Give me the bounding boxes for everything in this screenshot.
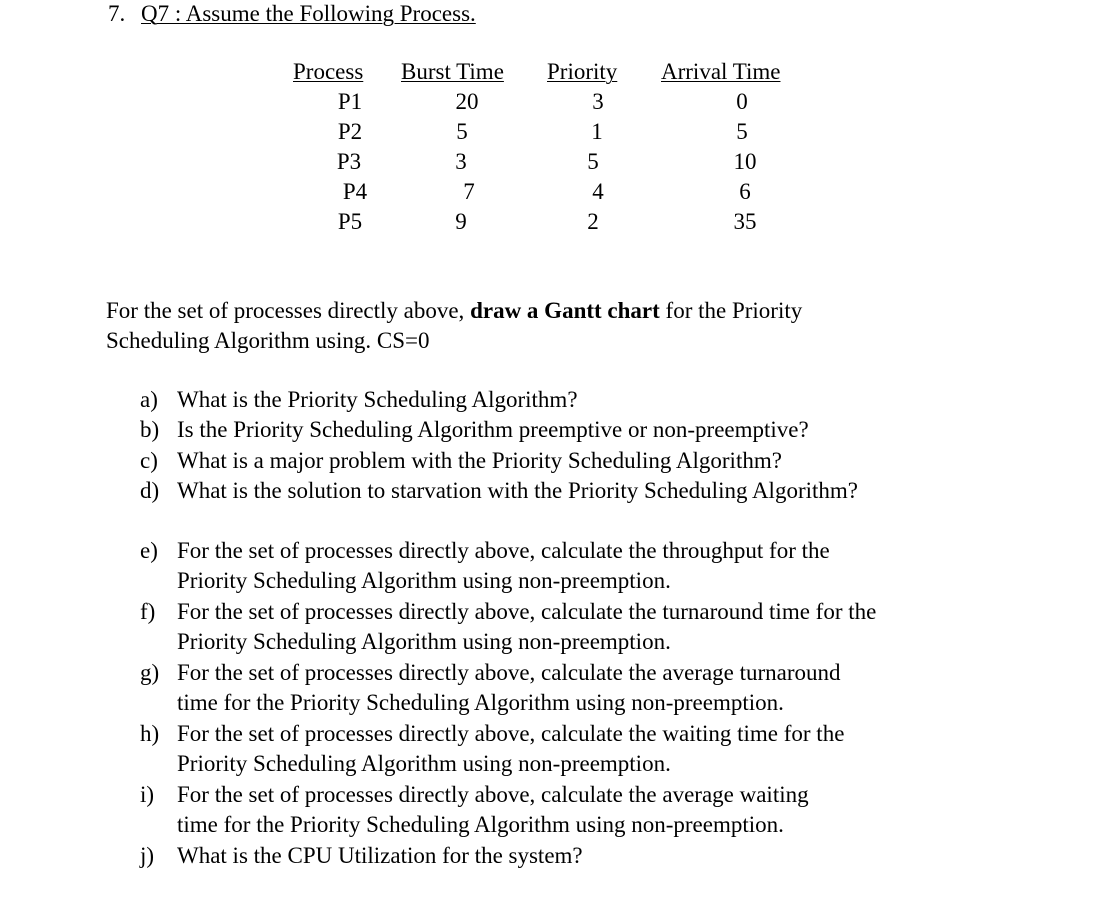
item-e-label: e) (140, 538, 158, 563)
cell-arrival-p5: 35 (733, 209, 757, 234)
item-f-label: f) (140, 599, 156, 624)
cell-arrival-p4: 6 (739, 179, 751, 204)
item-i-line-1: For the set of processes directly above, calculate the average waiting (177, 782, 809, 807)
table-header-arrival-time: Arrival Time (661, 59, 781, 84)
item-d-line-1: What is the solution to starvation with the Priority Scheduling Algorithm? (177, 478, 858, 503)
item-g-line-2: time for the Priority Scheduling Algorithm using non-preemption. (177, 690, 784, 715)
table-header-burst-time: Burst Time (401, 59, 504, 84)
cell-process-p2: P2 (337, 119, 363, 144)
question-number: 7. (108, 1, 126, 26)
cell-process-p3: P3 (336, 149, 362, 174)
item-h-line-2: Priority Scheduling Algorithm using non-preemption. (177, 751, 671, 776)
cell-burst-p2: 5 (456, 119, 468, 144)
cell-process-p1: P1 (337, 89, 363, 114)
item-h-label: h) (140, 721, 160, 746)
cell-burst-p4: 7 (463, 179, 475, 204)
intro-line-1-before: For the set of processes directly above, (106, 298, 471, 323)
cell-arrival-p3: 10 (733, 149, 757, 174)
item-g-label: g) (140, 660, 160, 685)
cell-priority-p5: 2 (587, 209, 599, 234)
item-i-label: i) (140, 782, 155, 807)
item-b-label: b) (140, 417, 160, 442)
item-a-line-1: What is the Priority Scheduling Algorithm? (177, 387, 578, 412)
cell-arrival-p2: 5 (736, 119, 748, 144)
cell-priority-p1: 3 (592, 89, 604, 114)
item-d-label: d) (140, 478, 160, 503)
cell-burst-p3: 3 (455, 149, 467, 174)
item-j-label: j) (140, 843, 155, 868)
item-c-line-1: What is a major problem with the Priority Scheduling Algorithm? (177, 448, 782, 473)
cell-priority-p2: 1 (591, 119, 603, 144)
intro-line-1 (106, 299, 802, 322)
intro-line-2: Scheduling Algorithm using. CS=0 (106, 328, 430, 353)
intro-line-1-bold: draw a Gantt chart (470, 298, 660, 323)
cell-process-p5: P5 (337, 209, 363, 234)
item-e-line-2: Priority Scheduling Algorithm using non-preemption. (177, 568, 671, 593)
item-a-label: a) (140, 387, 158, 412)
question-title: Q7 : Assume the Following Process. (141, 1, 476, 26)
item-g-line-1: For the set of processes directly above, calculate the average turnaround (177, 660, 841, 685)
item-h-line-1: For the set of processes directly above, calculate the waiting time for the (177, 721, 845, 746)
item-i-line-2: time for the Priority Scheduling Algorithm using non-preemption. (177, 812, 784, 837)
table-header-process: Process (293, 59, 364, 84)
cell-arrival-p1: 0 (736, 89, 748, 114)
item-c-label: c) (140, 448, 158, 473)
item-e-line-1: For the set of processes directly above, calculate the throughput for the (177, 538, 830, 563)
cell-priority-p4: 4 (592, 179, 604, 204)
cell-priority-p3: 5 (587, 149, 599, 174)
item-f-line-1: For the set of processes directly above, calculate the turnaround time for the (177, 599, 877, 624)
intro-line-1-after: for the Priority (659, 298, 803, 323)
item-f-line-2: Priority Scheduling Algorithm using non-preemption. (177, 629, 671, 654)
item-j-line-1: What is the CPU Utilization for the system? (177, 843, 583, 868)
table-header-priority: Priority (547, 59, 618, 84)
cell-burst-p5: 9 (455, 209, 467, 234)
cell-process-p4: P4 (342, 179, 368, 204)
cell-burst-p1: 20 (455, 89, 479, 114)
item-b-line-1: Is the Priority Scheduling Algorithm preemptive or non-preemptive? (177, 417, 809, 442)
